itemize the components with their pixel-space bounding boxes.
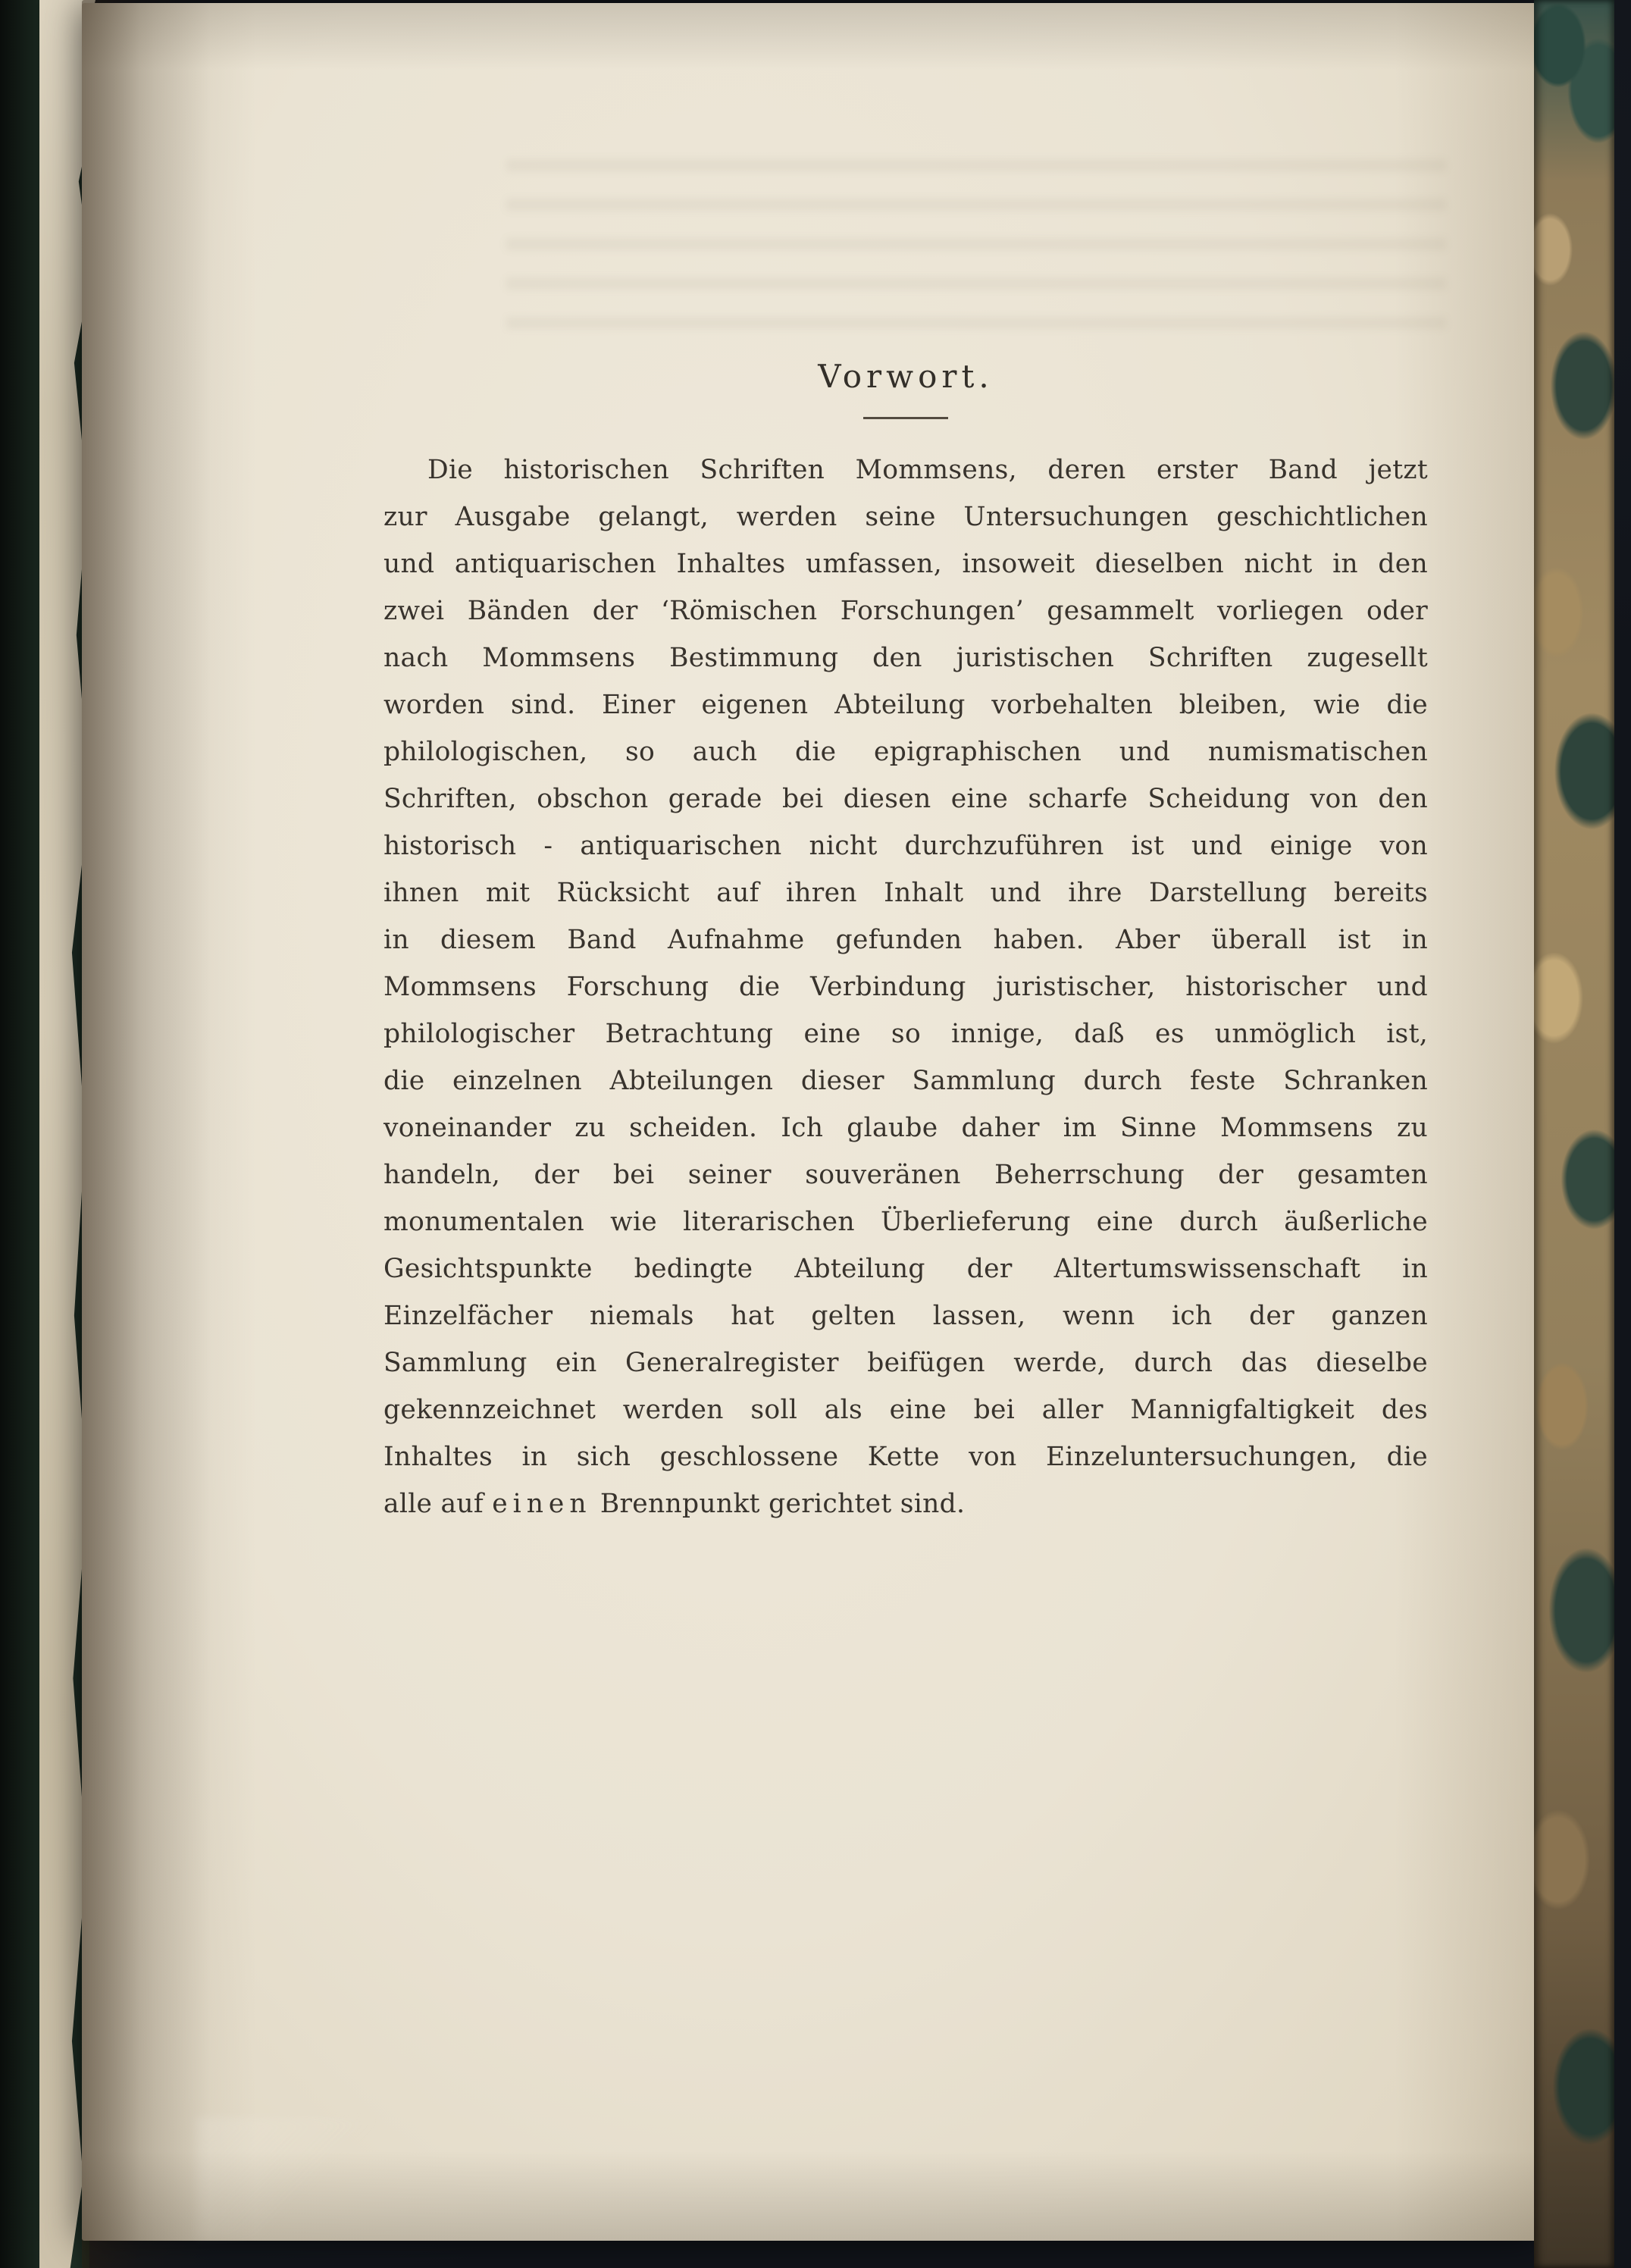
text-line: ihnen mit Rücksicht auf ihren Inhalt und ihre Darstellung bereits: [383, 878, 1428, 908]
text-line: gekennzeichnet werden soll als eine bei aller Mannigfaltigkeit des: [383, 1395, 1428, 1425]
text-line: zwei Bänden der ‘Römischen Forschungen’ gesammelt vorliegen oder: [383, 596, 1428, 626]
text-line: Inhaltes in sich geschlossene Kette von Einzeluntersuchungen, die: [383, 1442, 1428, 1472]
marbled-page-edge: [1534, 0, 1614, 2268]
text-line: Sammlung ein Generalregister beifügen werde, durch das dieselbe: [383, 1348, 1428, 1378]
page-corner-crease: [196, 2118, 393, 2239]
heading-rule: [863, 417, 948, 419]
text-line: zur Ausgabe gelangt, werden seine Untersuchungen geschichtlichen: [383, 502, 1428, 532]
preface-text-block: [383, 358, 1428, 1527]
text-line: Gesichtspunkte bedingte Abteilung der Altertumswissenschaft in: [383, 1254, 1428, 1284]
text-line: philologischen, so auch die epigraphischen und numismatischen: [383, 737, 1428, 767]
text-line: Schriften, obschon gerade bei diesen eine scharfe Scheidung von den: [383, 784, 1428, 814]
text-line-final: [383, 1480, 1428, 1527]
text-line: monumentalen wie literarischen Überlieferung eine durch äußerliche: [383, 1207, 1428, 1237]
text-line: worden sind. Einer eigenen Abteilung vorbehalten bleiben, wie die: [383, 690, 1428, 720]
text-line: Mommsens Forschung die Verbindung juristischer, historischer und: [383, 972, 1428, 1002]
final-line-emphasis: einen: [492, 1489, 592, 1519]
book-page: [82, 3, 1540, 2241]
text-line: handeln, der bei seiner souveränen Beherrschung der gesamten: [383, 1160, 1428, 1190]
text-line: historisch - antiquarischen nicht durchzuführen ist und einige von: [383, 831, 1428, 861]
text-line: die einzelnen Abteilungen dieser Sammlung durch feste Schranken: [383, 1066, 1428, 1096]
preface-paragraph: [383, 446, 1428, 1527]
text-line: Einzelfächer niemals hat gelten lassen, wenn ich der ganzen: [383, 1301, 1428, 1331]
show-through-ghost-text: [506, 147, 1446, 352]
text-line: nach Mommsens Bestimmung den juristischen Schriften zugesellt: [383, 643, 1428, 673]
final-line-pre: alle auf: [383, 1489, 493, 1519]
text-line: in diesem Band Aufnahme gefunden haben. Aber überall ist in: [383, 925, 1428, 955]
text-line: voneinander zu scheiden. Ich glaube daher im Sinne Mommsens zu: [383, 1113, 1428, 1143]
text-line: Die historischen Schriften Mommsens, deren erster Band jetzt: [427, 455, 1428, 485]
page-title: Vorwort.: [818, 358, 994, 395]
text-line: philologischer Betrachtung eine so innige, daß es unmöglich ist,: [383, 1019, 1428, 1049]
final-line-post: Brennpunkt gerichtet sind.: [591, 1489, 966, 1519]
text-line: und antiquarischen Inhaltes umfassen, insoweit dieselben nicht in den: [383, 549, 1428, 579]
